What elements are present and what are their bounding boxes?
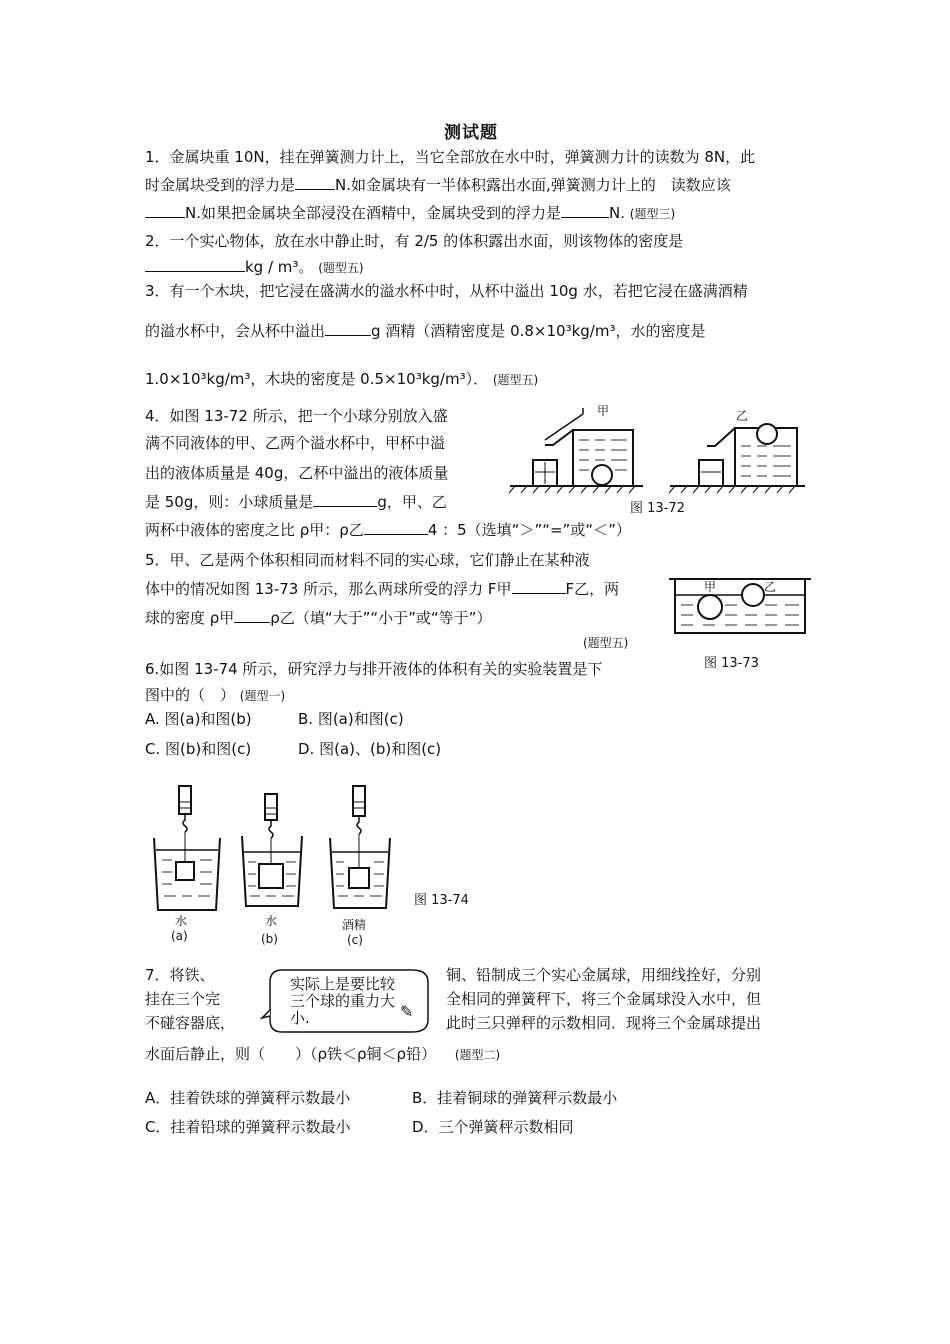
fig72-caption: 图 13-72 bbox=[630, 501, 685, 516]
fig73-label-yi: 乙 bbox=[764, 580, 777, 594]
fig72-label-jia: 甲 bbox=[597, 404, 610, 418]
q7-line2a: 挂在三个完 bbox=[145, 990, 221, 1008]
q6-option-a[interactable]: A. 图(a)和图(b) bbox=[145, 710, 252, 728]
q1-tag: (题型三) bbox=[629, 207, 676, 221]
q1-blank-1[interactable] bbox=[295, 175, 335, 190]
q4-line2: 满不同液体的甲、乙两个溢水杯中，甲杯中溢 bbox=[145, 434, 446, 452]
q7-line4: 水面后静止，则（ ）（ρ铁＜ρ铜＜ρ铅） (题型二) bbox=[145, 1045, 501, 1063]
q1-blank-3[interactable] bbox=[561, 203, 609, 218]
fig74-liquid-c: 酒精 bbox=[342, 918, 367, 932]
q3-blank[interactable] bbox=[325, 321, 371, 336]
q5-blank-1[interactable] bbox=[512, 579, 566, 594]
fig72-label-yi: 乙 bbox=[736, 409, 749, 423]
q3-tag: (题型五) bbox=[492, 373, 539, 387]
callout-text: 实际上是要比较 三个球的重力大 小. bbox=[290, 975, 396, 1027]
q6-line2: 图中的（ ） (题型一) bbox=[145, 686, 286, 704]
fig74-sub-c: (c) bbox=[347, 933, 363, 947]
q4-line1: 4．如图 13-72 所示，把一个小球分别放入盛 bbox=[145, 407, 448, 425]
q3-line2: 的溢水杯中，会从杯中溢出 g 酒精（酒精密度是 0.8×10³kg/m³，水的密度是 bbox=[145, 322, 706, 340]
fig73-label-jia: 甲 bbox=[704, 580, 717, 594]
q2-blank[interactable] bbox=[145, 257, 245, 272]
beaker-yi bbox=[699, 460, 723, 486]
page-title: 测试题 bbox=[444, 123, 498, 143]
q6-line1: 6.如图 13-74 所示，研究浮力与排开液体的体积有关的实验装置是下 bbox=[145, 660, 603, 678]
q6-option-d[interactable]: D. 图(a)、(b)和图(c) bbox=[298, 740, 442, 758]
q7-line3b: 此时三只弹秤的示数相同．现将三个金属球提出 bbox=[446, 1014, 762, 1032]
q3-line3: 1.0×10³kg/m³，木块的密度是 0.5×10³kg/m³）． (题型五) bbox=[145, 370, 539, 388]
q4-line4: 是 50g，则：小球质量是 g，甲、乙 bbox=[145, 493, 447, 511]
q4-line3: 出的液体质量是 40g，乙杯中溢出的液体质量 bbox=[145, 464, 449, 482]
apparatus-c bbox=[330, 786, 390, 908]
ground-hatch bbox=[509, 486, 795, 493]
q7-tag: (题型二) bbox=[454, 1048, 501, 1062]
q7-line2b: 全相同的弹簧秤下，将三个金属球没入水中，但 bbox=[446, 990, 762, 1008]
apparatus-a bbox=[154, 786, 220, 910]
ball-yi bbox=[742, 584, 764, 606]
q5-line1: 5．甲、乙是两个体积相同而材料不同的实心球，它们静止在某种液 bbox=[145, 551, 590, 569]
q1-line3: N.如果把金属块全部浸没在酒精中，金属块受到的浮力是 N. (题型三) bbox=[145, 202, 675, 225]
q1-line2: 时金属块受到的浮力是 N.如金属块有一半体积露出水面,弹簧测力计上的 读数应该 bbox=[145, 176, 731, 194]
ball-jia bbox=[698, 595, 722, 619]
fig74-liquid-b: 水 bbox=[265, 914, 278, 928]
q7-option-c[interactable]: C．挂着铅球的弹簧秤示数最小 bbox=[145, 1118, 351, 1136]
q4-line5: 两杯中液体的密度之比 ρ甲：ρ乙 4 ：5（选填“＞”“=”或“＜”） bbox=[145, 521, 631, 539]
q7-option-a[interactable]: A．挂着铁球的弹簧秤示数最小 bbox=[145, 1089, 351, 1107]
q5-line2: 体中的情况如图 13-73 所示，那么两球所受的浮力 F甲 F乙，两 bbox=[145, 580, 620, 598]
spout-yi bbox=[707, 428, 735, 446]
q5-tag: (题型五) bbox=[583, 636, 629, 650]
q6-option-c[interactable]: C. 图(b)和图(c) bbox=[145, 740, 252, 758]
q7-line1a: 7．将铁、 bbox=[145, 966, 215, 984]
q7-option-b[interactable]: B．挂着铜球的弹簧秤示数最小 bbox=[412, 1089, 618, 1107]
q3-line1: 3．有一个木块，把它浸在盛满水的溢水杯中时，从杯中溢出 10g 水，若把它浸在盛满酒精 bbox=[145, 282, 748, 300]
q6-option-b[interactable]: B. 图(a)和图(c) bbox=[298, 710, 404, 728]
fig74-sub-a: (a) bbox=[171, 929, 188, 943]
fig74-liquid-a: 水 bbox=[175, 914, 188, 928]
q2-line1: 2．一个实心物体，放在水中静止时，有 2/5 的体积露出水面，则该物体的密度是 bbox=[145, 232, 684, 250]
ball-jia bbox=[592, 465, 612, 485]
fig73-caption: 图 13-73 bbox=[704, 656, 759, 671]
q1-blank-2[interactable] bbox=[145, 203, 185, 218]
fig74-sub-b: (b) bbox=[261, 932, 278, 946]
q4-blank-1[interactable] bbox=[313, 492, 377, 507]
q7-line3a: 不碰容器底， bbox=[145, 1014, 236, 1032]
q5-line3: 球的密度 ρ甲 ρ乙（填“大于”“小于”或“等于”） bbox=[145, 609, 492, 627]
figure-13-74 bbox=[150, 780, 410, 915]
ball-yi bbox=[757, 424, 777, 444]
q5-blank-2[interactable] bbox=[234, 608, 270, 623]
q6-tag: (题型一) bbox=[239, 689, 286, 703]
q7-line1b: 铜、铅制成三个实心金属球，用细线拴好，分别 bbox=[446, 966, 762, 984]
apparatus-b bbox=[242, 794, 302, 906]
liquid-yi bbox=[741, 446, 791, 476]
figure-13-73 bbox=[665, 575, 815, 640]
q2-line2: kg / m³。 (题型五) bbox=[145, 256, 364, 279]
figure-13-72 bbox=[505, 400, 815, 500]
pencil-icon: ✎ bbox=[400, 1002, 414, 1021]
fig74-caption: 图 13-74 bbox=[414, 893, 469, 908]
q7-option-d[interactable]: D．三个弹簧秤示数相同 bbox=[412, 1118, 574, 1136]
q1-line1: 1．金属块重 10N，挂在弹簧测力计上，当它全部放在水中时，弹簧测力计的读数为 8N，此 bbox=[145, 148, 756, 166]
q2-tag: (题型五) bbox=[318, 261, 364, 275]
q4-blank-2[interactable] bbox=[364, 520, 428, 535]
